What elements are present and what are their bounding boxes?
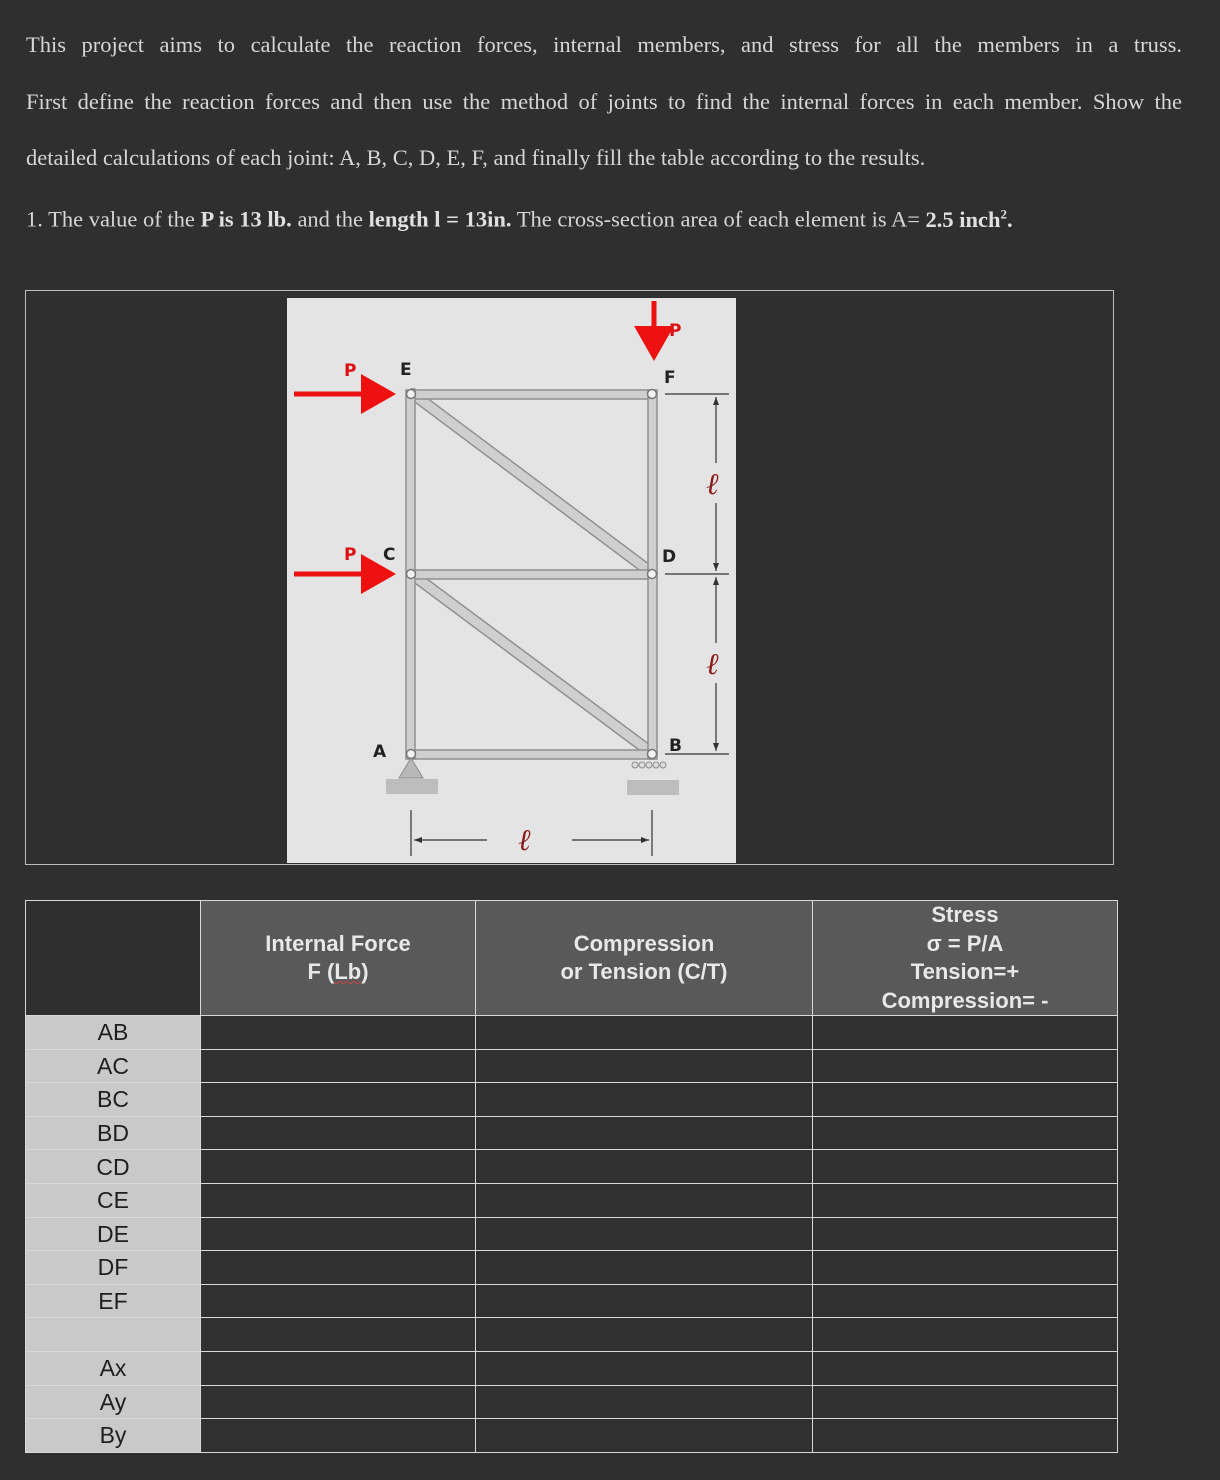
ct-cell[interactable]: [476, 1183, 813, 1217]
force-cell[interactable]: [201, 1351, 476, 1385]
horizontal-dimension: [411, 810, 652, 856]
force-cell[interactable]: [201, 1419, 476, 1453]
header-blank: [26, 901, 201, 1016]
area-period: .: [1007, 206, 1013, 232]
ct-cell[interactable]: [476, 1419, 813, 1453]
roller-support-B: [627, 762, 679, 795]
problem-statement: [26, 199, 1182, 235]
force-cell[interactable]: [201, 1251, 476, 1285]
table-header-row: [26, 901, 1118, 1016]
ct-cell[interactable]: [476, 1049, 813, 1083]
stress-cell[interactable]: [813, 1284, 1118, 1318]
table-row: [26, 1385, 1118, 1419]
header-stress-line2: σ = P/A: [926, 930, 1004, 956]
stress-cell[interactable]: [813, 1016, 1118, 1050]
joint-label-A: A: [373, 742, 387, 762]
force-cell[interactable]: [201, 1150, 476, 1184]
force-cell[interactable]: [201, 1217, 476, 1251]
row-label: AC: [26, 1049, 201, 1083]
member-horizontals: [411, 390, 654, 759]
force-cell[interactable]: [201, 1183, 476, 1217]
table-row: [26, 1049, 1118, 1083]
row-label: EF: [26, 1284, 201, 1318]
ct-cell[interactable]: [476, 1217, 813, 1251]
length-value: length l = 13in.: [368, 206, 512, 232]
row-label: DF: [26, 1251, 201, 1285]
ct-cell[interactable]: [476, 1016, 813, 1050]
table-row-spacer: [26, 1318, 1118, 1352]
stress-cell[interactable]: [813, 1318, 1118, 1352]
pin-support-A: [386, 758, 438, 794]
results-table: [25, 900, 1118, 1453]
header-force-line1: Internal Force: [265, 930, 411, 956]
stress-cell[interactable]: [813, 1150, 1118, 1184]
load-label-F: P: [669, 321, 682, 341]
joint-label-E: E: [400, 360, 412, 380]
header-force-line2: [201, 958, 475, 987]
area-number: 2.5 inch: [925, 206, 1001, 232]
ct-cell[interactable]: [476, 1351, 813, 1385]
row-label: BD: [26, 1116, 201, 1150]
row-label: AB: [26, 1016, 201, 1050]
row-label: DE: [26, 1217, 201, 1251]
row-label: CE: [26, 1183, 201, 1217]
joint-label-B: B: [669, 736, 682, 756]
load-label-E: P: [344, 361, 357, 381]
intro-line-3: detailed calculations of each joint: A, B, C, D, E, F, and finally fill the table according to the results.: [26, 145, 926, 170]
joint-label-D: D: [662, 547, 677, 567]
dim-label-lower: ℓ: [706, 647, 719, 682]
header-force-unit-close: ): [361, 959, 369, 984]
problem-text-c: The cross-section area of each element is A=: [511, 206, 926, 232]
joint-label-C: C: [383, 545, 396, 565]
ct-cell[interactable]: [476, 1318, 813, 1352]
force-cell[interactable]: [201, 1284, 476, 1318]
dim-label-bottom: ℓ: [518, 823, 531, 858]
stress-cell[interactable]: [813, 1419, 1118, 1453]
stress-cell[interactable]: [813, 1251, 1118, 1285]
force-cell[interactable]: [201, 1016, 476, 1050]
p-value: P is 13 lb.: [200, 206, 292, 232]
intro-line-2: First define the reaction forces and then use the method of joints to find the internal forces in each member. Show the: [26, 89, 1182, 114]
stress-cell[interactable]: [813, 1217, 1118, 1251]
row-label: By: [26, 1419, 201, 1453]
stress-cell[interactable]: [813, 1183, 1118, 1217]
force-cell[interactable]: [201, 1049, 476, 1083]
force-cell[interactable]: [201, 1318, 476, 1352]
truss-diagram: [287, 298, 736, 863]
ct-cell[interactable]: [476, 1385, 813, 1419]
header-ct-line2: or Tension (C/T): [560, 959, 728, 984]
table-row: [26, 1116, 1118, 1150]
header-stress: [813, 901, 1118, 1016]
row-label: Ax: [26, 1351, 201, 1385]
table-row: [26, 1251, 1118, 1285]
header-compression-tension: [476, 901, 813, 1016]
ct-cell[interactable]: [476, 1251, 813, 1285]
table-row: [26, 1183, 1118, 1217]
row-label: [26, 1318, 201, 1352]
stress-cell[interactable]: [813, 1116, 1118, 1150]
ct-cell[interactable]: [476, 1284, 813, 1318]
member-EF-diagonal-ED: [413, 394, 652, 573]
vertical-dimension: [665, 394, 729, 754]
row-label: Ay: [26, 1385, 201, 1419]
header-stress-line3: Tension=+: [910, 959, 1020, 984]
area-exponent: 2: [1000, 206, 1008, 221]
problem-text-b: and the: [291, 206, 369, 232]
table-row: [26, 1419, 1118, 1453]
problem-text-a: . The value of the: [37, 206, 201, 232]
table-row: [26, 1016, 1118, 1050]
header-stress-line4: Compression= -: [881, 987, 1049, 1013]
force-cell[interactable]: [201, 1083, 476, 1117]
table-row: [26, 1150, 1118, 1184]
table-row: [26, 1217, 1118, 1251]
intro-line-1: This project aims to calculate the reaction forces, internal members, and stress for all the members in a truss.: [26, 32, 1182, 57]
dim-label-upper: ℓ: [706, 467, 719, 502]
stress-cell[interactable]: [813, 1351, 1118, 1385]
row-label: BC: [26, 1083, 201, 1117]
table-row: [26, 1351, 1118, 1385]
ct-cell[interactable]: [476, 1150, 813, 1184]
truss-figure: [287, 298, 736, 863]
ct-cell[interactable]: [476, 1116, 813, 1150]
stress-cell[interactable]: [813, 1083, 1118, 1117]
ct-cell[interactable]: [476, 1083, 813, 1117]
table-row: [26, 1284, 1118, 1318]
problem-number: 1: [26, 206, 38, 232]
row-label: CD: [26, 1150, 201, 1184]
header-force-unit: Lb: [334, 959, 362, 984]
header-force-unit-open: F (: [307, 959, 335, 984]
force-cell[interactable]: [201, 1385, 476, 1419]
stress-cell[interactable]: [813, 1385, 1118, 1419]
member-diagonal-CB: [413, 575, 652, 753]
area-value: [926, 207, 1013, 232]
header-ct-line1: Compression: [573, 930, 715, 956]
joint-label-F: F: [664, 368, 676, 388]
stress-cell[interactable]: [813, 1049, 1118, 1083]
table-row: [26, 1083, 1118, 1117]
header-internal-force: [201, 901, 476, 1016]
force-cell[interactable]: [201, 1116, 476, 1150]
header-stress-line1: Stress: [931, 902, 999, 927]
load-label-C: P: [344, 545, 357, 565]
